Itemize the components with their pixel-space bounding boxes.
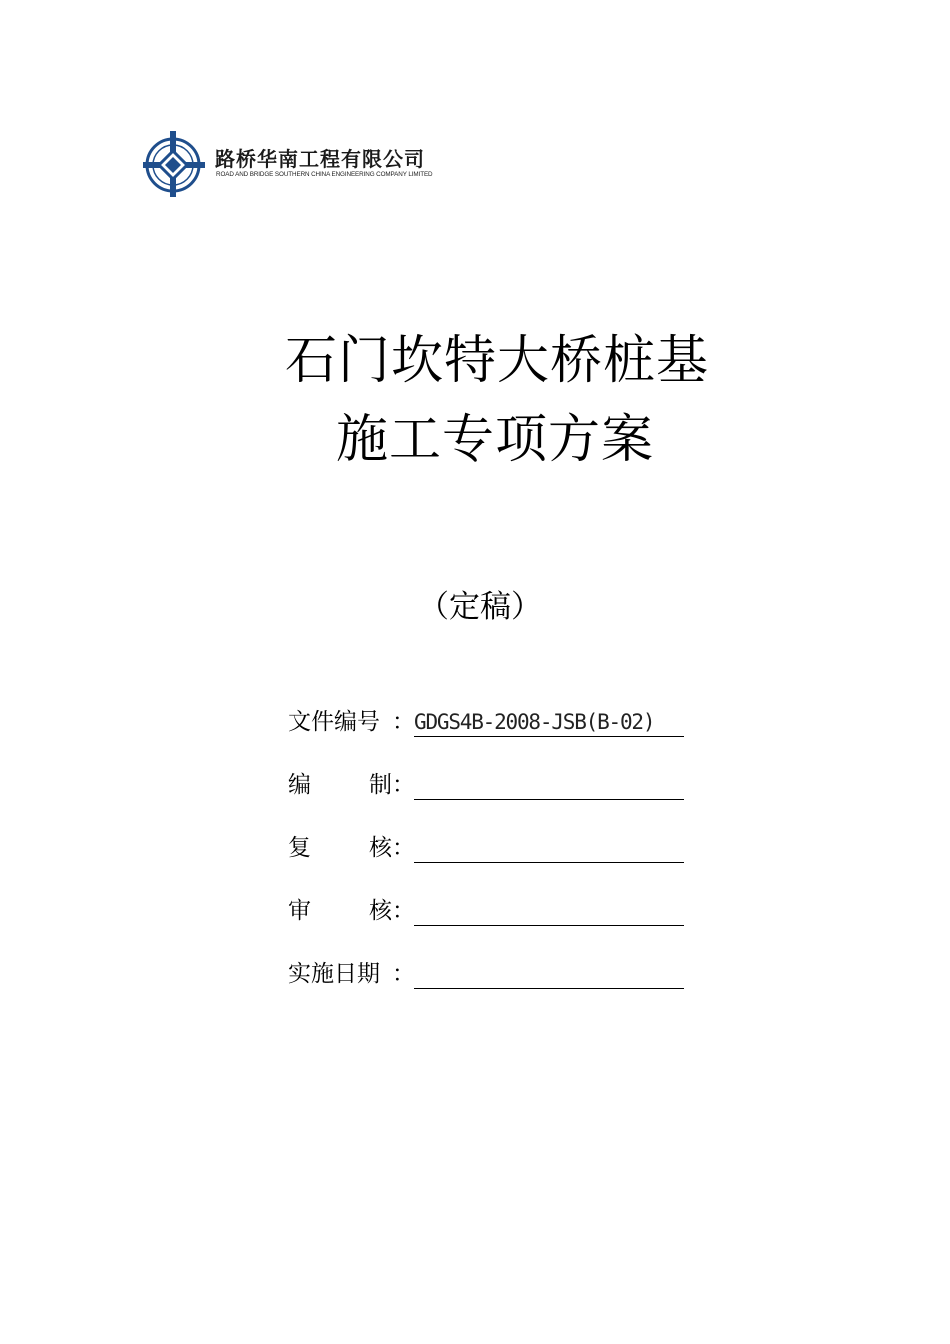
compiled-by-label-char1: 编: [288, 772, 311, 798]
checked-by-underline: [414, 862, 684, 863]
compiled-by-underline: [414, 799, 684, 800]
checked-by-label-char2: 核: [369, 835, 392, 861]
reviewed-by-label-char1: 审: [288, 898, 311, 924]
implementation-date-colon: ：: [392, 961, 415, 987]
reviewed-by-underline: [414, 925, 684, 926]
document-title-line2: 施工专项方案: [335, 410, 654, 470]
checked-by-label: [288, 833, 392, 863]
checked-by-colon: ：: [392, 835, 415, 861]
company-logo: [143, 129, 443, 199]
company-name-cn: 路桥华南工程有限公司: [215, 147, 425, 171]
checked-by-label-char1: 复: [288, 835, 311, 861]
compiled-by-label-char2: 制: [369, 772, 392, 798]
reviewed-by-colon: ：: [392, 898, 415, 924]
document-title-line1: 石门坎特大桥桩基: [284, 331, 709, 391]
reviewed-by-label: [288, 896, 392, 926]
company-name-en: ROAD AND BRIDGE SOUTHERN CHINA ENGINEERING COMPANY LIMITED: [216, 171, 433, 178]
compiled-by-label: [288, 770, 392, 800]
document-status: （定稿）: [418, 589, 542, 625]
file-number-label: 文件编号: [288, 709, 380, 735]
reviewed-by-label-char2: 核: [369, 898, 392, 924]
file-number-colon: ：: [392, 709, 415, 735]
compiled-by-colon: ：: [392, 772, 415, 798]
file-number-underline: [414, 736, 684, 737]
implementation-date-label: 实施日期: [288, 961, 380, 987]
implementation-date-underline: [414, 988, 684, 989]
company-emblem-icon: [143, 129, 211, 197]
file-number-value: GDGS4B-2008-JSB(B-02): [414, 710, 655, 734]
